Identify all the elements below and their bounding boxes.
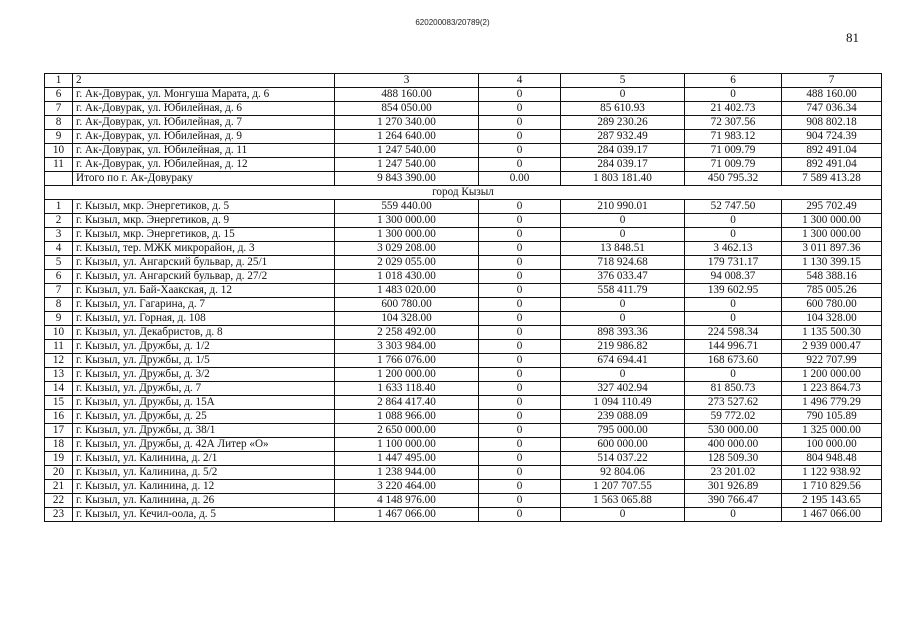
col-6-value: 0	[685, 298, 782, 312]
col-4-value: 0	[479, 116, 561, 130]
table-row	[45, 438, 882, 452]
address: г. Кызыл, ул. Дружбы, д. 1/5	[73, 354, 335, 368]
table-row	[45, 494, 882, 508]
col-5-value: 327 402.94	[561, 382, 685, 396]
col-7-value: 1 200 000.00	[782, 368, 882, 382]
col-7-value: 785 005.26	[782, 284, 882, 298]
address: г. Ак-Довурак, ул. Юбилейная, д. 9	[73, 130, 335, 144]
cost: 9 843 390.00	[335, 172, 479, 186]
col-5-value: 284 039.17	[561, 144, 685, 158]
address: г. Кызыл, ул. Кечил-оола, д. 5	[73, 508, 335, 522]
col-5-value: 287 932.49	[561, 130, 685, 144]
col-6-value: 390 766.47	[685, 494, 782, 508]
address: г. Кызыл, ул. Ангарский бульвар, д. 27/2	[73, 270, 335, 284]
col-5-value: 92 804.06	[561, 466, 685, 480]
address: г. Кызыл, ул. Дружбы, д. 3/2	[73, 368, 335, 382]
col-7-value: 100 000.00	[782, 438, 882, 452]
col-5-value: 0	[561, 312, 685, 326]
col-6-value: 81 850.73	[685, 382, 782, 396]
col-4-value: 0	[479, 214, 561, 228]
row-number: 17	[45, 424, 73, 438]
section-row	[45, 186, 882, 200]
address: г. Кызыл, ул. Калинина, д. 12	[73, 480, 335, 494]
col-6-value: 0	[685, 214, 782, 228]
col-5-value: 239 088.09	[561, 410, 685, 424]
col-6-value: 273 527.62	[685, 396, 782, 410]
col-6-value: 179 731.17	[685, 256, 782, 270]
table-row	[45, 326, 882, 340]
col-7-value: 3 011 897.36	[782, 242, 882, 256]
col-5-value: 85 610.93	[561, 102, 685, 116]
table-row	[45, 480, 882, 494]
cost: 3 029 208.00	[335, 242, 479, 256]
col-6-value: 0	[685, 368, 782, 382]
cost: 2 650 000.00	[335, 424, 479, 438]
cost: 1 467 066.00	[335, 508, 479, 522]
table-row	[45, 130, 882, 144]
col-4-value: 0	[479, 144, 561, 158]
col-4-value: 0	[479, 326, 561, 340]
col-6-value: 450 795.32	[685, 172, 782, 186]
table-row	[45, 382, 882, 396]
table-row	[45, 200, 882, 214]
address: г. Кызыл, ул. Гагарина, д. 7	[73, 298, 335, 312]
row-number: 19	[45, 452, 73, 466]
col-4-value: 0	[479, 270, 561, 284]
cost: 1 088 966.00	[335, 410, 479, 424]
row-number: 3	[45, 228, 73, 242]
row-number: 11	[45, 340, 73, 354]
col-7-value: 1 300 000.00	[782, 214, 882, 228]
col-4-value: 0	[479, 424, 561, 438]
col-5-value: 600 000.00	[561, 438, 685, 452]
cost: 1 018 430.00	[335, 270, 479, 284]
col-6-value: 0	[685, 312, 782, 326]
cost: 3 303 984.00	[335, 340, 479, 354]
table-row	[45, 214, 882, 228]
cost: 2 864 417.40	[335, 396, 479, 410]
row-number: 21	[45, 480, 73, 494]
col-7-value: 104 328.00	[782, 312, 882, 326]
col-6-value: 139 602.95	[685, 284, 782, 298]
col-5-value: 210 990.01	[561, 200, 685, 214]
row-number: 14	[45, 382, 73, 396]
col-6-value: 71 009.79	[685, 158, 782, 172]
cost: 1 100 000.00	[335, 438, 479, 452]
col-4-value: 0	[479, 466, 561, 480]
col-4-value: 0	[479, 158, 561, 172]
row-number: 23	[45, 508, 73, 522]
col-4-value: 0	[479, 438, 561, 452]
row-number: 9	[45, 130, 73, 144]
table-row	[45, 144, 882, 158]
col-7-value: 1 122 938.92	[782, 466, 882, 480]
col-6-value: 168 673.60	[685, 354, 782, 368]
col-7-value: 295 702.49	[782, 200, 882, 214]
col-6-value: 71 009.79	[685, 144, 782, 158]
col-6-value: 52 747.50	[685, 200, 782, 214]
cost: 1 300 000.00	[335, 214, 479, 228]
cost: 1 300 000.00	[335, 228, 479, 242]
col-4-value: 0	[479, 242, 561, 256]
document-id: 620200083/20789(2)	[415, 18, 490, 27]
col-7-value: 1 130 399.15	[782, 256, 882, 270]
col-7-value: 1 300 000.00	[782, 228, 882, 242]
col-6-value: 23 201.02	[685, 466, 782, 480]
row-number: 16	[45, 410, 73, 424]
col-6-value: 6	[685, 74, 782, 88]
col-5-value: 0	[561, 88, 685, 102]
table-row	[45, 340, 882, 354]
row-number: 18	[45, 438, 73, 452]
address: 2	[73, 74, 335, 88]
row-number: 5	[45, 256, 73, 270]
col-7-value: 922 707.99	[782, 354, 882, 368]
cost: 854 050.00	[335, 102, 479, 116]
col-5-value: 0	[561, 214, 685, 228]
table-row	[45, 354, 882, 368]
col-6-value: 0	[685, 88, 782, 102]
col-6-value: 144 996.71	[685, 340, 782, 354]
col-5-value: 674 694.41	[561, 354, 685, 368]
col-5-value: 1 094 110.49	[561, 396, 685, 410]
table-row	[45, 228, 882, 242]
col-4-value: 0	[479, 410, 561, 424]
address: г. Ак-Довурак, ул. Юбилейная, д. 7	[73, 116, 335, 130]
row-number: 6	[45, 270, 73, 284]
table-row	[45, 298, 882, 312]
col-5-value: 376 033.47	[561, 270, 685, 284]
row-number: 7	[45, 284, 73, 298]
col-7-value: 1 496 779.29	[782, 396, 882, 410]
table-row	[45, 508, 882, 522]
table-row	[45, 270, 882, 284]
col-4-value: 0	[479, 228, 561, 242]
cost: 1 483 020.00	[335, 284, 479, 298]
cost: 1 247 540.00	[335, 144, 479, 158]
col-5-value: 0	[561, 298, 685, 312]
col-6-value: 530 000.00	[685, 424, 782, 438]
col-7-value: 908 802.18	[782, 116, 882, 130]
col-4-value: 0	[479, 256, 561, 270]
col-7-value: 1 467 066.00	[782, 508, 882, 522]
col-5-value: 898 393.36	[561, 326, 685, 340]
row-number: 7	[45, 102, 73, 116]
row-number	[45, 172, 73, 186]
col-7-value: 548 388.16	[782, 270, 882, 284]
row-number: 11	[45, 158, 73, 172]
cost: 104 328.00	[335, 312, 479, 326]
col-6-value: 0	[685, 508, 782, 522]
col-4-value: 0	[479, 102, 561, 116]
col-4-value: 0	[479, 130, 561, 144]
address: г. Ак-Довурак, ул. Юбилейная, д. 6	[73, 102, 335, 116]
row-number: 9	[45, 312, 73, 326]
col-7-value: 892 491.04	[782, 158, 882, 172]
col-4-value: 0	[479, 340, 561, 354]
cost: 1 633 118.40	[335, 382, 479, 396]
address: г. Кызыл, мкр. Энергетиков, д. 9	[73, 214, 335, 228]
col-7-value: 7	[782, 74, 882, 88]
address: г. Кызыл, ул. Дружбы, д. 38/1	[73, 424, 335, 438]
col-6-value: 72 307.56	[685, 116, 782, 130]
table-row	[45, 116, 882, 130]
col-4-value: 0	[479, 494, 561, 508]
address: г. Кызыл, мкр. Энергетиков, д. 15	[73, 228, 335, 242]
col-5-value: 219 986.82	[561, 340, 685, 354]
cost: 1 766 076.00	[335, 354, 479, 368]
address: г. Кызыл, ул. Калинина, д. 26	[73, 494, 335, 508]
table-row	[45, 312, 882, 326]
col-4-value: 0	[479, 354, 561, 368]
col-5-value: 718 924.68	[561, 256, 685, 270]
cost: 1 447 495.00	[335, 452, 479, 466]
table-row	[45, 410, 882, 424]
address: г. Ак-Довурак, ул. Юбилейная, д. 12	[73, 158, 335, 172]
col-4-value: 0	[479, 508, 561, 522]
col-6-value: 3 462.13	[685, 242, 782, 256]
cost: 1 264 640.00	[335, 130, 479, 144]
address: г. Кызыл, ул. Декабристов, д. 8	[73, 326, 335, 340]
row-number: 15	[45, 396, 73, 410]
col-5-value: 0	[561, 368, 685, 382]
col-4-value: 0	[479, 284, 561, 298]
address: Итого по г. Ак-Довураку	[73, 172, 335, 186]
col-7-value: 2 939 000.47	[782, 340, 882, 354]
table-row	[45, 466, 882, 480]
cost: 1 238 944.00	[335, 466, 479, 480]
address: г. Кызыл, ул. Бай-Хаакская, д. 12	[73, 284, 335, 298]
row-number: 6	[45, 88, 73, 102]
col-4-value: 0	[479, 200, 561, 214]
address: г. Кызыл, тер. МЖК микрорайон, д. 3	[73, 242, 335, 256]
col-7-value: 892 491.04	[782, 144, 882, 158]
col-5-value: 13 848.51	[561, 242, 685, 256]
col-7-value: 1 223 864.73	[782, 382, 882, 396]
col-5-value: 289 230.26	[561, 116, 685, 130]
row-number: 22	[45, 494, 73, 508]
table-row	[45, 452, 882, 466]
address: г. Кызыл, ул. Дружбы, д. 25	[73, 410, 335, 424]
cost: 2 029 055.00	[335, 256, 479, 270]
address: г. Кызыл, ул. Дружбы, д. 42А Литер «О»	[73, 438, 335, 452]
address: г. Кызыл, мкр. Энергетиков, д. 5	[73, 200, 335, 214]
col-5-value: 1 803 181.40	[561, 172, 685, 186]
col-4-value: 0	[479, 480, 561, 494]
address: г. Кызыл, ул. Дружбы, д. 15А	[73, 396, 335, 410]
cost: 600 780.00	[335, 298, 479, 312]
table-row	[45, 284, 882, 298]
cost: 3	[335, 74, 479, 88]
col-6-value: 0	[685, 228, 782, 242]
row-number: 4	[45, 242, 73, 256]
col-7-value: 600 780.00	[782, 298, 882, 312]
table-row	[45, 424, 882, 438]
col-4-value: 0	[479, 88, 561, 102]
col-7-value: 804 948.48	[782, 452, 882, 466]
col-6-value: 59 772.02	[685, 410, 782, 424]
table-row	[45, 158, 882, 172]
col-6-value: 71 983.12	[685, 130, 782, 144]
row-number: 1	[45, 200, 73, 214]
col-6-value: 400 000.00	[685, 438, 782, 452]
col-4-value: 0	[479, 312, 561, 326]
cost: 4 148 976.00	[335, 494, 479, 508]
col-7-value: 904 724.39	[782, 130, 882, 144]
col-7-value: 488 160.00	[782, 88, 882, 102]
col-5-value: 1 207 707.55	[561, 480, 685, 494]
address: г. Ак-Довурак, ул. Юбилейная, д. 11	[73, 144, 335, 158]
section-title: город Кызыл	[45, 186, 882, 200]
row-number: 1	[45, 74, 73, 88]
address: г. Кызыл, ул. Горная, д. 108	[73, 312, 335, 326]
col-6-value: 224 598.34	[685, 326, 782, 340]
row-number: 8	[45, 298, 73, 312]
col-5-value: 5	[561, 74, 685, 88]
row-number: 10	[45, 144, 73, 158]
table-row	[45, 368, 882, 382]
row-number: 10	[45, 326, 73, 340]
cost: 488 160.00	[335, 88, 479, 102]
col-4-value: 4	[479, 74, 561, 88]
data-table	[44, 73, 882, 522]
col-4-value: 0	[479, 368, 561, 382]
col-4-value: 0	[479, 452, 561, 466]
col-6-value: 94 008.37	[685, 270, 782, 284]
address: г. Кызыл, ул. Дружбы, д. 1/2	[73, 340, 335, 354]
col-4-value: 0	[479, 382, 561, 396]
col-5-value: 1 563 065.88	[561, 494, 685, 508]
col-5-value: 795 000.00	[561, 424, 685, 438]
table-row	[45, 256, 882, 270]
row-number: 12	[45, 354, 73, 368]
address: г. Кызыл, ул. Дружбы, д. 7	[73, 382, 335, 396]
col-4-value: 0.00	[479, 172, 561, 186]
col-5-value: 284 039.17	[561, 158, 685, 172]
cost: 1 200 000.00	[335, 368, 479, 382]
col-7-value: 747 036.34	[782, 102, 882, 116]
col-7-value: 7 589 413.28	[782, 172, 882, 186]
row-number: 20	[45, 466, 73, 480]
table-row	[45, 88, 882, 102]
col-7-value: 1 710 829.56	[782, 480, 882, 494]
row-number: 13	[45, 368, 73, 382]
cost: 3 220 464.00	[335, 480, 479, 494]
col-7-value: 1 135 500.30	[782, 326, 882, 340]
row-number: 8	[45, 116, 73, 130]
col-7-value: 2 195 143.65	[782, 494, 882, 508]
col-5-value: 0	[561, 228, 685, 242]
total-row	[45, 172, 882, 186]
cost: 1 247 540.00	[335, 158, 479, 172]
cost: 2 258 492.00	[335, 326, 479, 340]
col-6-value: 128 509.30	[685, 452, 782, 466]
table-row	[45, 242, 882, 256]
col-6-value: 21 402.73	[685, 102, 782, 116]
address: г. Кызыл, ул. Калинина, д. 5/2	[73, 466, 335, 480]
cost: 1 270 340.00	[335, 116, 479, 130]
col-4-value: 0	[479, 298, 561, 312]
cost: 559 440.00	[335, 200, 479, 214]
col-7-value: 790 105.89	[782, 410, 882, 424]
row-number: 2	[45, 214, 73, 228]
col-6-value: 301 926.89	[685, 480, 782, 494]
col-7-value: 1 325 000.00	[782, 424, 882, 438]
table-row	[45, 102, 882, 116]
address: г. Кызыл, ул. Калинина, д. 2/1	[73, 452, 335, 466]
header-row	[45, 74, 882, 88]
table-row	[45, 396, 882, 410]
address: г. Ак-Довурак, ул. Монгуша Марата, д. 6	[73, 88, 335, 102]
address: г. Кызыл, ул. Ангарский бульвар, д. 25/1	[73, 256, 335, 270]
col-5-value: 514 037.22	[561, 452, 685, 466]
col-4-value: 0	[479, 396, 561, 410]
page-number: 81	[846, 30, 859, 45]
col-5-value: 0	[561, 508, 685, 522]
col-5-value: 558 411.79	[561, 284, 685, 298]
